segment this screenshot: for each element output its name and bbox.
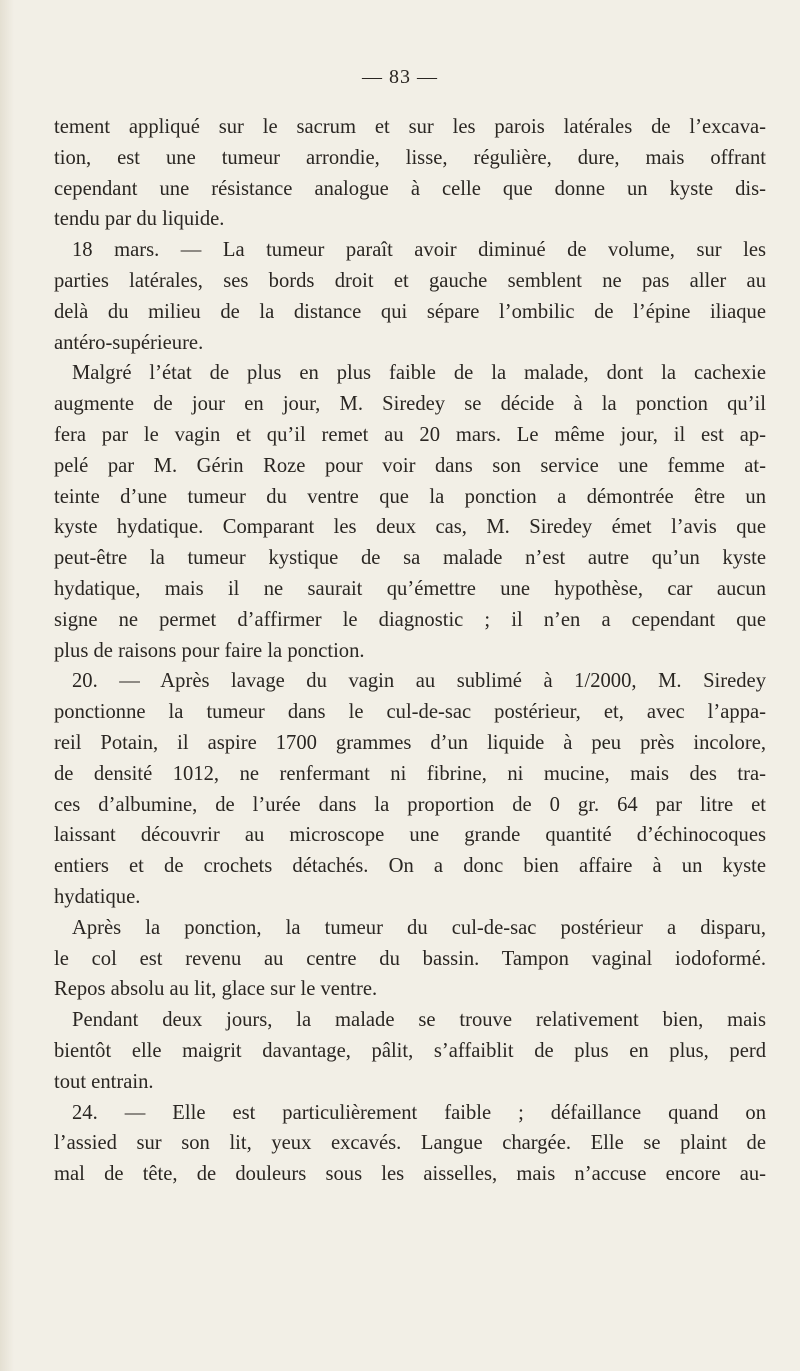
text-line: pelé par M. Gérin Roze pour voir dans son service une femme at- [54,454,766,477]
text-line: Pendant deux jours, la malade se trouve relativement bien, mais [72,1009,766,1032]
text-line: reil Potain, il aspire 1700 grammes d’un liquide à peu près incolore, [54,731,766,754]
text-line: l’assied sur son lit, yeux excavés. Langue chargée. Elle se plaint de [54,1132,766,1155]
text-line: kyste hydatique. Comparant les deux cas, M. Siredey émet l’avis que [54,516,766,539]
text-line: cependant une résistance analogue à celle que donne un kyste dis- [54,177,766,200]
paragraph [54,1005,766,1097]
text-line: entiers et de crochets détachés. On a donc bien affaire à un kyste [54,855,766,878]
text-line: delà du milieu de la distance qui sépare l’ombilic de l’épine iliaque [54,300,766,323]
page-number: — 83 — [362,66,438,88]
paragraph [54,666,766,912]
text-line: bientôt elle maigrit davantage, pâlit, s’affaiblit de plus en plus, perd [54,1039,766,1062]
page-edge-shadow [0,0,14,1371]
text-line: le col est revenu au centre du bassin. Tampon vaginal iodoformé. [54,947,766,970]
text-line: hydatique, mais il ne saurait qu’émettre une hypothèse, car aucun [54,577,766,600]
text-line: mal de tête, de douleurs sous les aisselles, mais n’accuse encore au- [54,1163,766,1186]
text-line: de densité 1012, ne renfermant ni fibrine, ni mucine, mais des tra- [54,762,766,785]
text-line: teinte d’une tumeur du ventre que la ponction a démontrée être un [54,485,766,508]
text-line: tout entrain. [54,1070,154,1093]
text-line: Malgré l’état de plus en plus faible de la malade, dont la cachexie [72,362,766,385]
text-line: tendu par du liquide. [54,208,225,231]
text-line: Après la ponction, la tumeur du cul-de-sac postérieur a disparu, [72,916,766,939]
text-line: 24. — Elle est particulièrement faible ; défaillance quand on [72,1101,766,1124]
text-line: peut-être la tumeur kystique de sa malade n’est autre qu’un kyste [54,547,766,570]
text-line: ponctionne la tumeur dans le cul-de-sac postérieur, et, avec l’appa- [54,701,766,724]
paragraph [54,1098,766,1190]
text-line: tement appliqué sur le sacrum et sur les parois latérales de l’excava- [54,116,766,138]
text-line: fera par le vagin et qu’il remet au 20 mars. Le même jour, il est ap- [54,423,766,446]
paragraph [54,235,766,358]
text-line: tion, est une tumeur arrondie, lisse, régulière, dure, mais offrant [54,146,766,169]
text-line: Repos absolu au lit, glace sur le ventre. [54,978,378,1001]
text-line: 20. — Après lavage du vagin au sublimé à 1/2000, M. Siredey [72,670,766,693]
paragraph [54,913,766,1005]
text-line: 18 mars. — La tumeur paraît avoir diminué de volume, sur les [72,239,766,262]
text-line: signe ne permet d’affirmer le diagnostic ; il n’en a cependant que [54,608,766,631]
text-line: ces d’albumine, de l’urée dans la proportion de 0 gr. 64 par litre et [54,793,766,816]
paragraph [54,112,766,235]
body-text [54,112,766,1190]
paragraph [54,358,766,666]
text-line: parties latérales, ses bords droit et gauche semblent ne pas aller au [54,269,766,292]
text-line: laissant découvrir au microscope une grande quantité d’échinocoques [54,824,766,847]
text-line: augmente de jour en jour, M. Siredey se décide à la ponction qu’il [54,393,766,416]
text-line: antéro-supérieure. [54,331,204,354]
text-line: hydatique. [54,885,141,908]
text-line: plus de raisons pour faire la ponction. [54,639,365,662]
